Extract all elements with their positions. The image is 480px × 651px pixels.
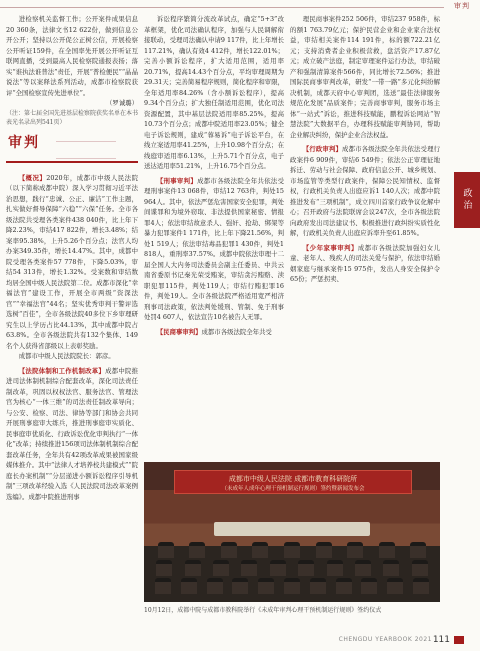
section-heading-shenpan [6, 135, 138, 167]
page-footer [0, 629, 480, 651]
audience-seats [150, 542, 434, 596]
column-1 [6, 14, 138, 502]
juvenile-text: 成都市各级法院加强妇女儿童、老年人、残疾人的司法关爱与保护，依法审结婚姻家庭与继承案件15 975件，发出人身安全保护令65份；严惩拐卖、 [290, 243, 441, 283]
stage-table [214, 522, 370, 536]
column-3 [290, 14, 440, 285]
admin-heading: 【行政审判】 [302, 145, 343, 153]
juvenile-heading: 【少年家事审判】 [302, 243, 358, 252]
author-credit: （罗诚璐） [106, 99, 138, 107]
civil-text: 成都市各级法院全年共受 [201, 327, 272, 336]
paragraph-civil-cont: 理民商事案件252 506件，审结237 958件，标的额1 763.79亿元；保护民营企业和企业家合法权益，审结相关案件114 191件，标的额722.21亿元；支持消费者企业积极营救，盘活资产17.87亿元；成立破产法庭，制定审理案件运行办法，审结破产和强制清算案件566件，同比增长72.56%；推进国际民商事审判改革，研发“一带一路”多元化纠纷解决机制，成都天府中心审判团，选送“最佳法律服务规范化发展”品质案件；完善商事审判，服务市场主体“一站式”诉讼，推进科技赋能，鹏程诉讼网站“智慧法院”大数据平台，办理科技赋能审判协同，帮助企业解决纠纷，保护企业合法权益。 [290, 15, 440, 139]
president-line: 成都市中级人民法院院长：郭彦。 [18, 352, 115, 360]
reform-heading: 【法院体制和工作机制改革】 [18, 366, 106, 375]
heading-underline [6, 161, 138, 163]
signing-ceremony-photo [144, 462, 440, 602]
section-tag: 审判 [454, 2, 470, 10]
banner-line-1: 成都市中级人民法院 成都市教育科研院所 [228, 475, 358, 483]
admin-text: 成都市各级法院全年共依法受理行政案件6 909件，审结6 549件；依法公正审理征地拆迁、劳动与社会保障、政府信息公开、城乡规划、市场监管等类型行政案件，保障公民知情权、监督权，行政机关负责人出庭应诉1 140人次；成都中院推进发布“三项机制”，成立四川首家行政争议化解中心；召开政府与法院联席会议247次，全市各级法院向政府发出司法建议书、积极推进行政纠纷实质性化解，行政机关负责人出庭应诉率升至61.85%。 [290, 145, 441, 237]
criminal-text: 成都市各级法院全年共依法受理刑事案件13 068件，审结12 763件，判处15 964人。其中，依法严惩危害国家安全犯罪，判处间谍罪和为境外窃取、非法提供国家秘密、情报罪4人；依法审结故意杀人、强奸、抢劫、绑架等暴力犯罪案件1 171件，比上年下降21.56%，判处1 519人；依法审结毒品犯罪1 430件，判处1 818人，重刑率37.57%。成都中院依法审理十二届全国人大内务司法委员会副主任委员、中共云南省委原书记秦光荣受贿案，审结贪污贿赂、渎职犯罪115件，判处119人；审结行贿犯罪16件，判处19人。全市各级法院严格适用宽严相济刑事司法政策，依法判处缓刑、管制、免于刑事处罚4 607人，依法宣告10名被告人无罪。 [144, 176, 285, 321]
side-tab-politics[interactable]: 政治 [454, 172, 480, 228]
reform-text: 成都中院推进司法体制机制综合配套改革，深化司法责任制改革，巩固以权权法官、服务法官、管理法官为核心“一体三维”的司法责任制改革导向；与公安、检察、司法、律协等部门和协会共同开展刑事庭审大练兵，推进刑事庭审实质化、民事庭审优质化、行政诉讼优化审判执行“一体化”改革；持续推进156项司法体制机制综合配套改革任务，全年共有42项改革成果被国家级媒体推介。其中“法律人才培养校共建模式”“院庭长办案机制”“分层递进小额诉讼程序引导机制”三项改革经验入选《人民法院司法改革案例选编》。成都中院推进刑事 [6, 366, 139, 501]
stage-banner [174, 470, 412, 494]
note-caption: （注：第七届全国先进基层检察院获奖名单在本书表光名录出列541页） [6, 109, 139, 126]
heading-decoration [56, 141, 116, 159]
page-number: 111 [432, 635, 450, 645]
civil-heading: 【民商事审判】 [156, 327, 202, 336]
paragraph-litigation: 诉讼程序繁简分流改革试点，确定“5+3”改革框架，优化司法确认程序，加强与人民调解衔接联动，受理司法确认申请9 117件，比上年增长117.21%，确认有效4 412件，增长122.01%；完善小额诉讼程序，扩大适用范围，适用率20.71%，提高14.43个百分点，平均审理周期为29.31天；完善简易程序规则，简化程序和审限，全年适用率84.26%（含小额诉讼程序），提高9.34个百分点；扩大独任制适用范围，优化司法资源配置，其中基层法院适用率85.25%，提高10.73个百分点；成都中院适用率23.05%；健全电子诉讼规则，建成“蓉易诉”电子诉讼平台，在线立案适用率41.25%，上升10.98个百分点；在线庭审适用率6.13%，上升5.71个百分点，电子送达适用率51.21%，上升16.75个百分点。 [144, 15, 284, 170]
column-2 [144, 14, 284, 337]
page-marker-icon [454, 636, 464, 644]
overview-heading: 【概况】 [18, 173, 47, 182]
paragraph-intro: 进检察机关监督工作；公开案件成果信息20 360条，法律文书12 622份，做到信息公开公开；坚持以公开促公正树公信，开展检察公开听证159件，在全国率先开展公开听证互联网直播，受到最高人民检察院通报表扬；落实“谁执法谁普法”责任，开展“普检便民”“晶晶说法”等以案释法系列活动，成都市检察院获评“全国检察宣传先进单位”。 [6, 15, 138, 97]
banner-line-2: （未成年人成年心理干预机制运行规则）签约暨新闻发布会 [221, 486, 365, 492]
overview-text: 2020年，成都市中级人民法院（以下简称成都中院）深入学习贯彻习近平法治思想，践行“忠诚、公正、廉洁”工作主题，扎实做好督导保障“六稳”“六保”任务。全市各级法院共受理各类案件438 040件，比上年下降2.23%，审结417 822件，增长3.48%；结案率95.38%，上升5.26个百分点；法官人均办案349.35件，增长14.47%。其中，成都中院受理各类案件57 778件，下降5.03%，审结54 313件，增长1.32%。受案数和审结数均居全国中级人民法院第二位。成都市深化“幸福法官”建设工作，开展全市两级“资深法官”“幸福法官”44名；坚实优秀审判干警评选选树“百佳”，全市各级法院40多位下乡审理研究生以上学历占比44.13%，其中成都中院占63.8%。全市各级法院共有132个集体、149名个人获得省部级以上表彰奖励。 [6, 173, 139, 350]
photo-caption: 10月12日，成都中院与成都市教科院举行《未成年审判心理干预机制运行规则》签约仪式 [144, 607, 382, 614]
yearbook-label: CHENGDU YEARBOOK 2021 [338, 636, 432, 643]
criminal-heading: 【刑事审判】 [156, 176, 198, 185]
page-header [0, 0, 480, 12]
section-title: 审判 [8, 134, 40, 151]
header-rule [0, 7, 444, 8]
